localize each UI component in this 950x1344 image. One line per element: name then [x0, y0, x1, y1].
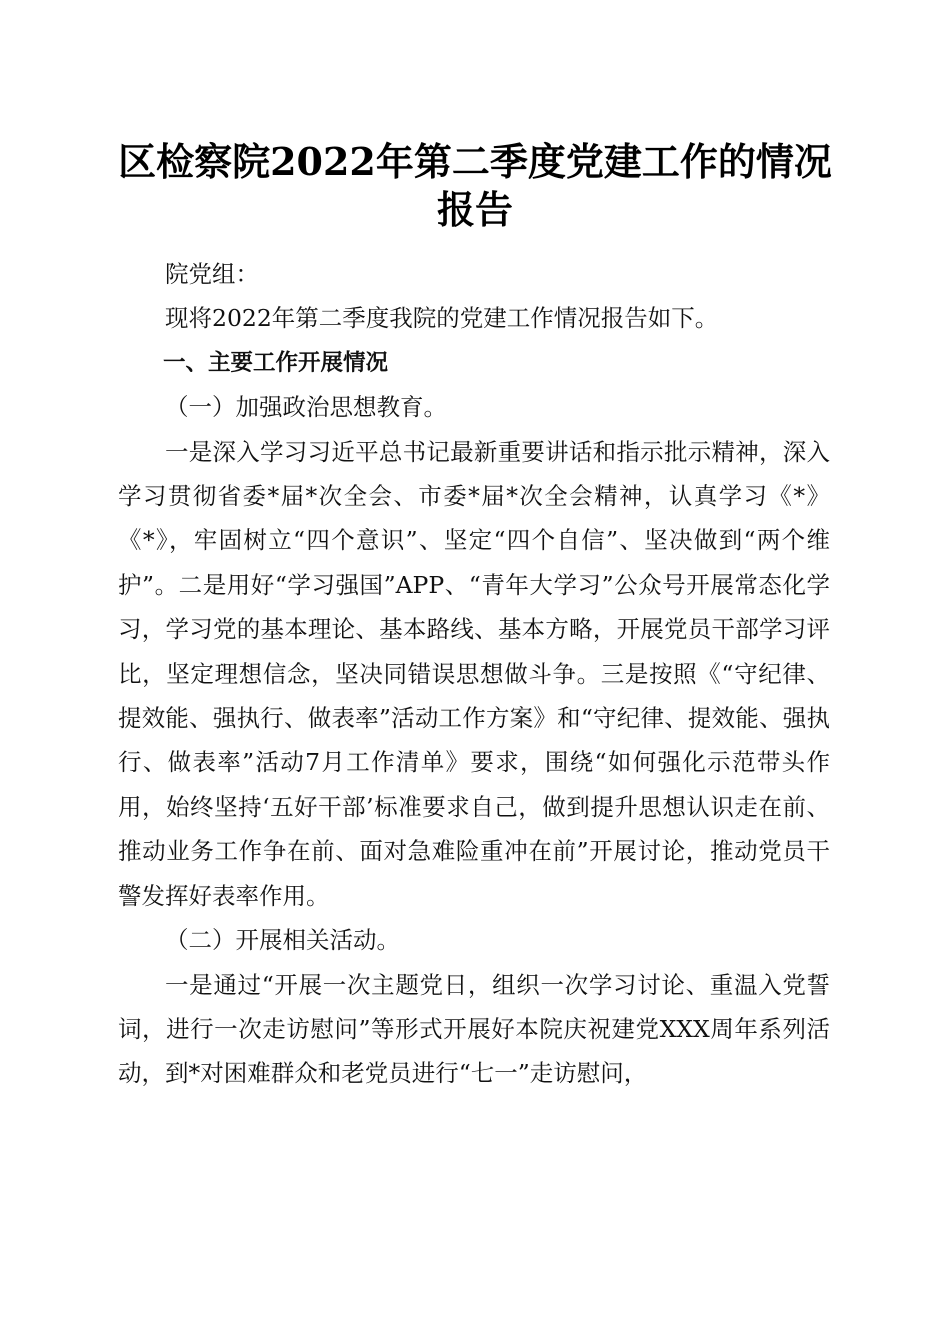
subsection-body-2: 一是通过“开展一次主题党日，组织一次学习讨论、重温入党誓词，进行一次走访慰问”等形式开展好本院庆祝建党XXX周年系列活动，到*对困难群众和老党员进行“七一”走访慰问，: [118, 970, 830, 1088]
section-heading: 一、主要工作开展情况: [163, 349, 389, 376]
intro-paragraph: 现将2022年第二季度我院的党建工作情况报告如下。: [165, 304, 719, 333]
document-title: 区检察院2022年第二季度党建工作的情况报告: [118, 139, 832, 232]
salutation: 院党组：: [165, 260, 259, 288]
subsection-heading-2: （二）开展相关活动。: [165, 926, 400, 955]
subsection-body-1: 一是深入学习习近平总书记最新重要讲话和指示批示精神，深入学习贯彻省委*届*次全会、市委*届*次全会精神，认真学习《*》《*》，牢固树立“四个意识”、坚定“四个自信”、坚决做到“两个维护”。二是用好“学习强国”APP、“青年大学习”公众号开展常态化学习，学习党的基本理论、基本路线、基本方略，开展党员干部学习评比，坚定理想信念，坚决同错误思想做斗争。三是按照《“守纪律、提效能、强执行、做表率”活动工作方案》和“守纪律、提效能、强执行、做表率”活动7月工作清单》要求，围绕“如何强化示范带头作用，始终坚持‘五好干部’标准要求自己，做到提升思想认识走在前、推动业务工作争在前、面对急难险重冲在前”开展讨论，推动党员干警发挥好表率作用。: [118, 437, 830, 910]
subsection-heading-1: （一）加强政治思想教育。: [165, 393, 447, 422]
document-body: [118, 252, 830, 1096]
